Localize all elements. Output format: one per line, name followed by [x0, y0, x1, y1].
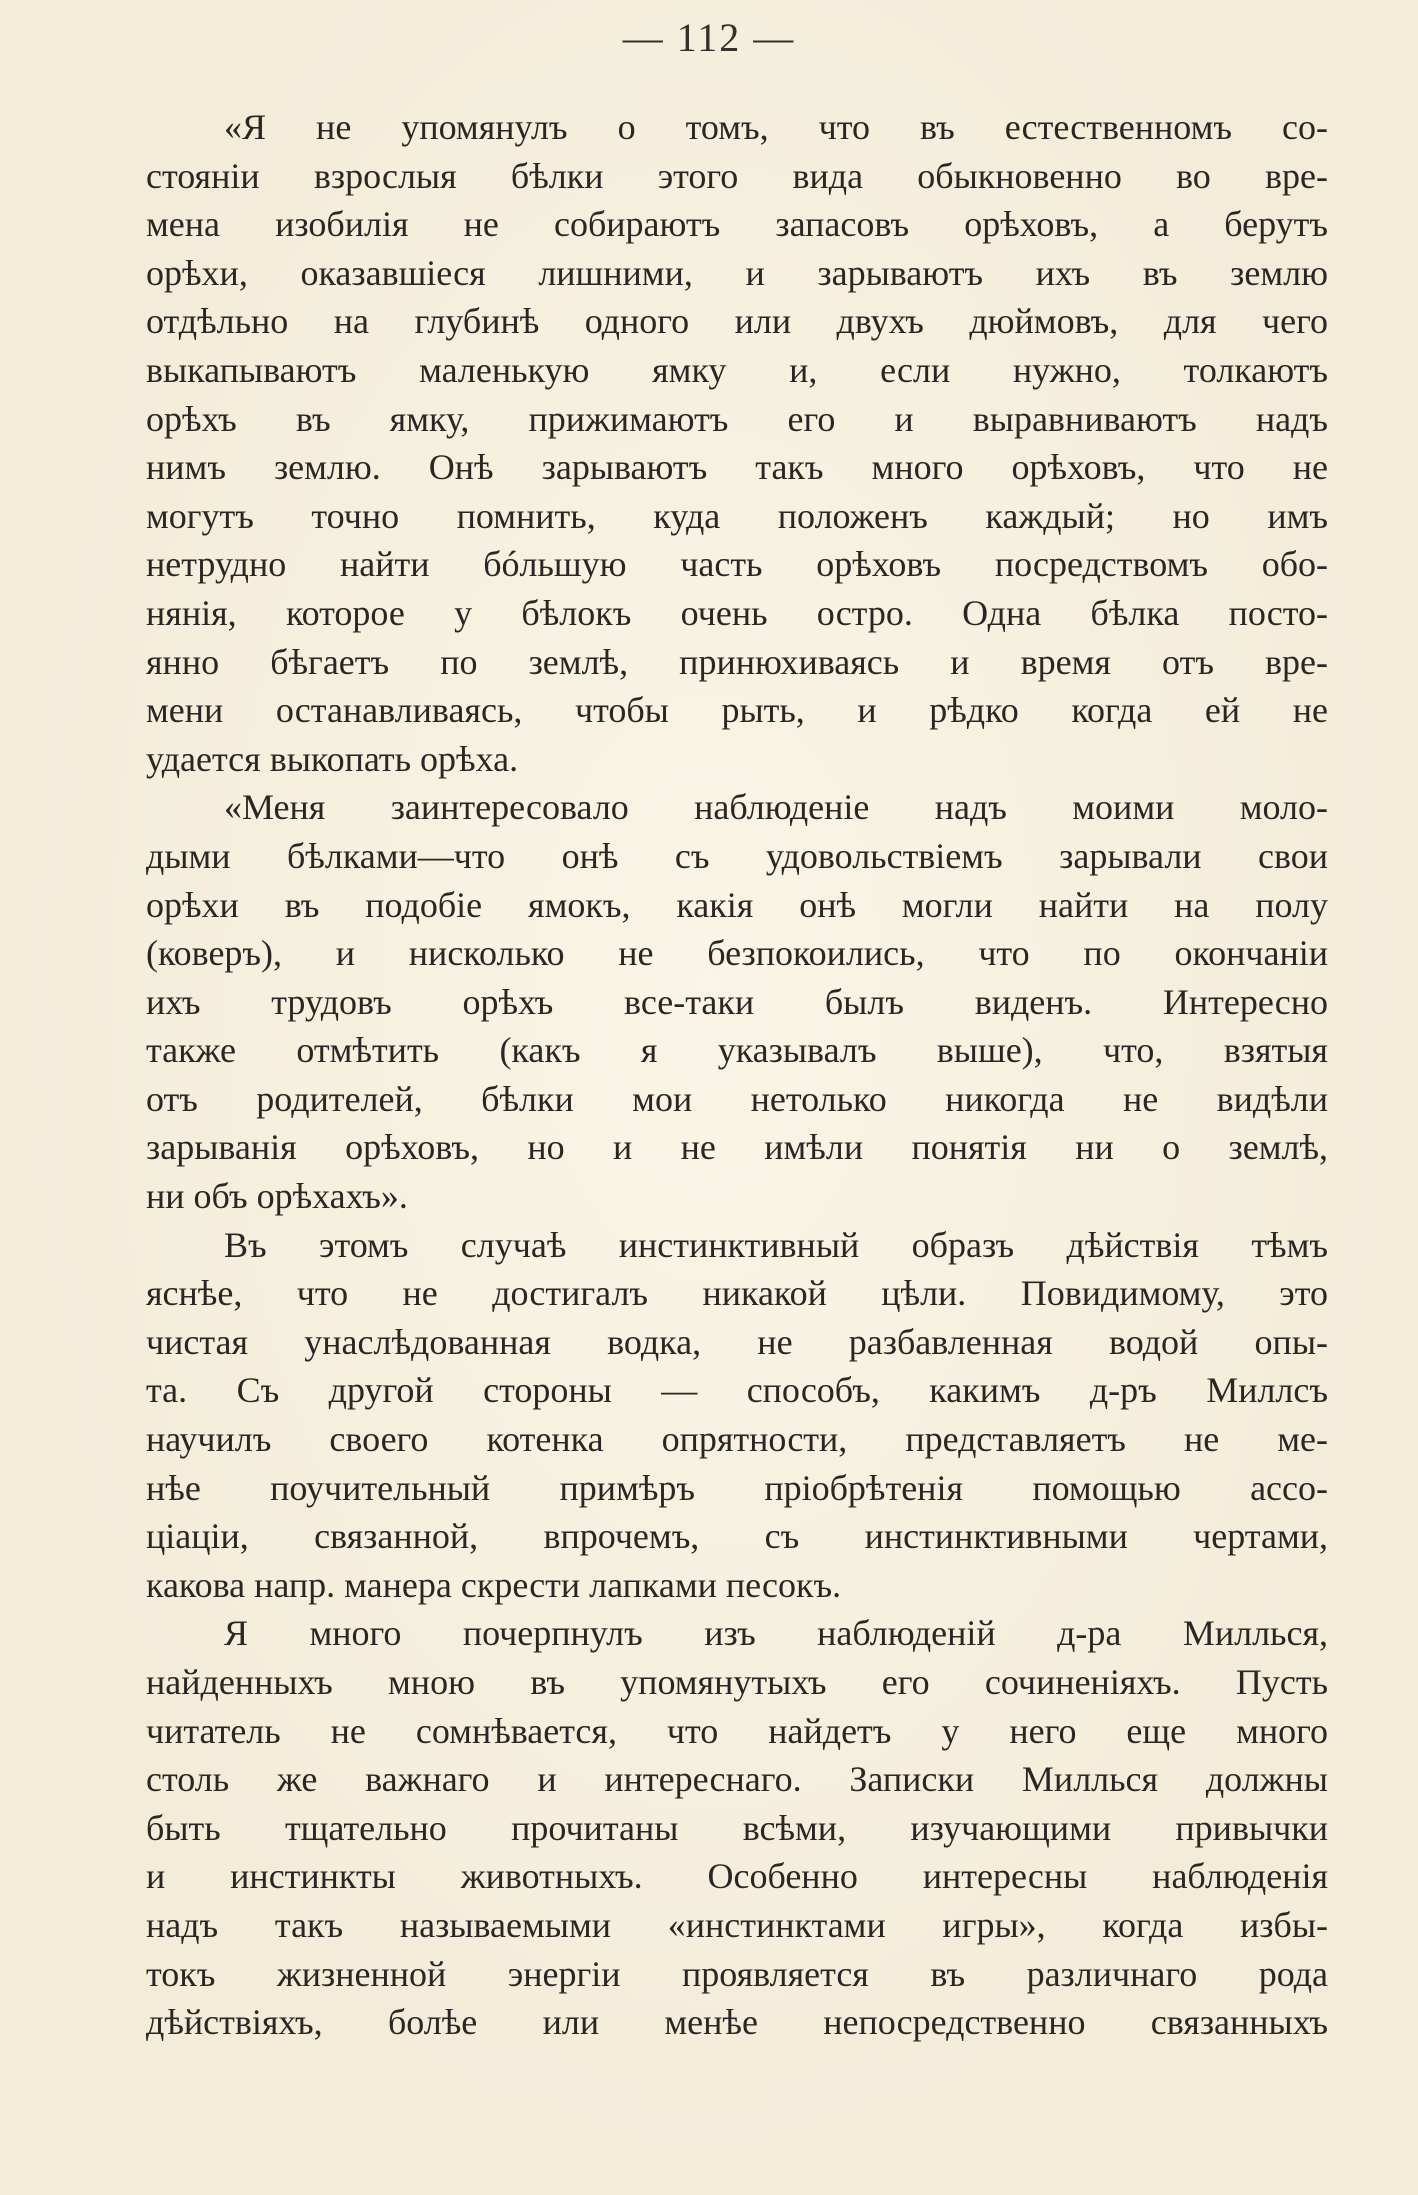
- text-line: «Меня заинтересовало наблюденiе надъ моими моло-: [224, 787, 1328, 828]
- text-line: та. Съ другой стороны — способъ, какимъ д-ръ Миллсъ: [146, 1370, 1328, 1411]
- text-line: янно бѣгаетъ по землѣ, принюхиваясь и время отъ вре-: [146, 641, 1328, 682]
- text-line: орѣхи, оказавшiеся лишними, и зарываютъ ихъ въ землю: [146, 252, 1328, 293]
- page-number: — 112 —: [622, 15, 796, 60]
- text-line: ни объ орѣхахъ».: [146, 1176, 408, 1217]
- text-line: какова напр. манера скрести лапками песокъ.: [146, 1564, 842, 1605]
- text-line: научилъ своего котенка опрятности, представляетъ не ме-: [146, 1419, 1328, 1460]
- text-line: «Я не упомянулъ о томъ, что въ естественномъ со-: [224, 107, 1328, 147]
- text-line: надъ такъ называемыми «инстинктами игры», когда избы-: [146, 1904, 1328, 1945]
- text-line: чистая унаслѣдованная водка, не разбавленная водой опы-: [146, 1321, 1328, 1362]
- text-line: нянiя, которое у бѣлокъ очень остро. Одна бѣлка посто-: [146, 592, 1328, 633]
- text-line: столь же важнаго и интереснаго. Записки Миллься должны: [146, 1759, 1328, 1800]
- text-line: дѣйствiяхъ, болѣе или менѣе непосредственно связанныхъ: [146, 2002, 1328, 2043]
- text-line: отъ родителей, бѣлки мои нетолько никогда не видѣли: [146, 1078, 1328, 1119]
- text-line: Въ этомъ случаѣ инстинктивный образъ дѣйствiя тѣмъ: [224, 1224, 1328, 1265]
- text-line: найденныхъ мною въ упомянутыхъ его сочиненiяхъ. Пусть: [146, 1662, 1328, 1702]
- text-line: и инстинкты животныхъ. Особенно интересны наблюденiя: [146, 1856, 1328, 1897]
- text-line: яснѣе, что не достигалъ никакой цѣли. Повидимому, это: [146, 1273, 1328, 1314]
- text-line: могутъ точно помнить, куда положенъ каждый; но имъ: [146, 495, 1328, 536]
- text-line: дыми бѣлками—что онѣ съ удовольствiемъ зарывали свои: [146, 835, 1328, 876]
- text-line: удается выкопать орѣха.: [146, 738, 519, 779]
- text-line: цiацiи, связанной, впрочемъ, съ инстинктивными чертами,: [146, 1516, 1328, 1557]
- text-line: токъ жизненной энергiи проявляется въ различнаго рода: [146, 1953, 1328, 1994]
- text-line: зарыванiя орѣховъ, но и не имѣли понятiя ни о землѣ,: [146, 1127, 1328, 1168]
- text-line: также отмѣтить (какъ я указывалъ выше), что, взятыя: [146, 1030, 1328, 1071]
- text-line: нимъ землю. Онѣ зарываютъ такъ много орѣховъ, что не: [146, 447, 1328, 488]
- text-line: мена изобилiя не собираютъ запасовъ орѣховъ, а берутъ: [146, 204, 1328, 245]
- text-line: читатель не сомнѣвается, что найдетъ у него еще много: [146, 1710, 1328, 1751]
- body-text: [146, 103, 1328, 2047]
- text-line: нетрудно найти бóльшую часть орѣховъ посредствомъ обо-: [146, 544, 1328, 585]
- text-line: мени останавливаясь, чтобы рыть, и рѣдко когда ей не: [146, 690, 1328, 731]
- text-line: выкапываютъ маленькую ямку и, если нужно, толкаютъ: [146, 349, 1328, 390]
- text-line: Я много почерпнулъ изъ наблюденiй д-ра Миллься,: [224, 1613, 1328, 1654]
- text-line: ихъ трудовъ орѣхъ все-таки былъ виденъ. Интересно: [146, 981, 1328, 1022]
- text-line: стоянiи взрослыя бѣлки этого вида обыкновенно во вре-: [146, 155, 1328, 196]
- text-line: быть тщательно прочитаны всѣми, изучающими привычки: [146, 1807, 1328, 1848]
- text-line: нѣе поучительный примѣръ прiобрѣтенiя помощью ассо-: [146, 1467, 1328, 1508]
- text-line: орѣхъ въ ямку, прижимаютъ его и выравниваютъ надъ: [146, 398, 1328, 439]
- text-line: орѣхи въ подобiе ямокъ, какiя онѣ могли найти на полу: [146, 884, 1328, 925]
- text-line: (коверъ), и нисколько не безпокоились, что по окончанiи: [146, 933, 1328, 974]
- text-line: отдѣльно на глубинѣ одного или двухъ дюймовъ, для чего: [146, 301, 1328, 342]
